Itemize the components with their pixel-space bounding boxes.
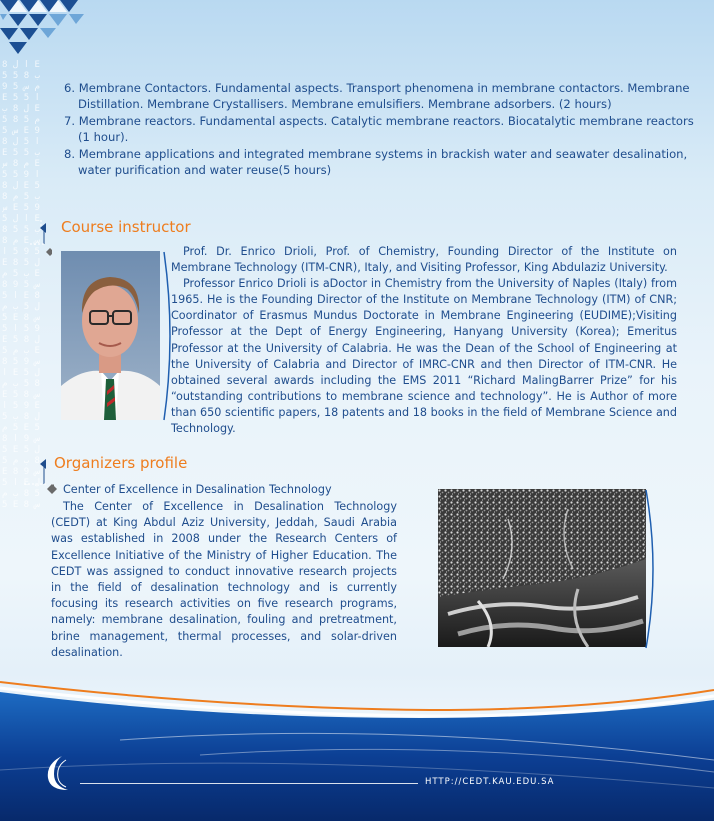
topic-item: 8. Membrane applications and integrated membrane systems in brackish water and seawater desalination, water purification and water reuse(5 hours) xyxy=(64,146,688,178)
topic-item: 7. Membrane reactors. Fundamental aspects. Catalytic membrane reactors. Biocatalytic membrane reactors (1 hour). xyxy=(64,113,694,145)
section-bracket-icon xyxy=(30,220,52,260)
footer-website-link[interactable]: HTTP://CEDT.KAU.EDU.SA xyxy=(425,777,555,787)
footer-wave-banner xyxy=(0,660,714,821)
crescent-logo-icon xyxy=(44,754,74,794)
course-topic-list xyxy=(64,80,694,178)
bullet-diamond-icon xyxy=(47,484,57,494)
course-instructor-heading: Course instructor xyxy=(61,218,191,236)
membrane-sem-image xyxy=(438,489,646,647)
decorative-glyph-column: 8 ﺍ ﻝ E 5 5 ﺏ 8 ﻡ ﺱ 5 9 E ﺍ 5 5 ﻝ 8 ﺏ E 5 ﻡ 5 8 ﺱ 5 E 9 ﺍ 5 ﻝ 8 E 5 ﺏ 5 ﻡ 8 ﺱ E 5 5 9 ﺍ ﻝ 8 E 5 ﺏ 5 ﻡ 8 ﺱ E 5 9 5 ﺍ ﻝ E 8 5 ﺏ 5 ﻡ 8 E ﺱ 5 9 5 ﺍ E 8 ﻝ 5 ﺏ 5 ﻡ E 8 ﺱ 5 9 ﺍ 5 E 8 ﻝ 5 ﺏ ﻡ 5 E 8 ﺱ 9 5 ﺍ 5 E ﻝ 8 5 ﺏ ﻡ 5 E 8 ﺱ 9 5 ﺍ E 5 ﻝ 8 5 ﺏ ﻡ E 5 8 ﺱ 9 5 ﺍ E 5 ﻝ 8 ﺏ 5 ﻡ E 5 8 ﺱ 9 ﺍ 5 E ﻝ 5 8 ﺏ ﻡ 5 E 8 ﺱ 9 ﺍ 5 E ﻝ 5 8 ﺏ ﻡ 5 E 8 ﺱ xyxy=(2,60,40,510)
instructor-intro: Prof. Dr. Enrico Drioli, Prof. of Chemistry, Founding Director of the Institute on Membrane Technology (ITM-CNR), Italy, and Visiting Professor, King Abdulaziz University. xyxy=(171,245,677,275)
instructor-biography: Professor Enrico Drioli is aDoctor in Chemistry from the University of Naples (Italy) from 1965. He is the Founding Director of the Institute on Membrane Technology (ITM) of CNR; Coordinator of Erasmus Mundus Doctorate in Membrane Engineering (EUDIME);Visiting Professor at the Dept of Energy Engineering, Hanyang University (Korea); Emeritus Professor at the University of Calabria. He was the Dean of the School of Engineering at the University of Calabria and Director of IMRC-CNR and then Director of ITM-CNR. He obtained several awards including the EMS 2011 “Richard MalingBarrer Prize” for his “outstanding contributions to membrane science and technology”. He is Author of more than 650 scientific papers, 18 patents and 18 books in the field of Membrane Science and Technology. xyxy=(171,277,677,436)
instructor-photo xyxy=(61,251,160,420)
organizer-description: The Center of Excellence in Desalination Technology (CEDT) at King Abdul Aziz University, Jeddah, Saudi Arabia was established in 2008 under the Research Centers of Excellence Initiative of the Ministry of Higher Education. The CEDT was assigned to conduct innovative research projects in the field of desalination technology and is currently focusing its research activities on five research programs, namely: membrane desalination, fouling and pretreatment, brine management, thermal processes, and solar-driven desalination. xyxy=(51,500,397,659)
instructor-bio xyxy=(171,244,677,437)
topic-item: 6. Membrane Contactors. Fundamental aspects. Transport phenomena in membrane contactors. Membrane Distillation. Membrane Crystallisers. Membrane emulsifiers. Membrane adsorbers. (2 hours) xyxy=(64,81,690,112)
organizer-name: Center of Excellence in Desalination Technology xyxy=(63,483,332,496)
blue-arc-decoration xyxy=(644,488,658,650)
footer-divider-line xyxy=(80,783,418,784)
corner-triangle-pattern xyxy=(0,0,90,56)
organizers-heading: Organizers profile xyxy=(54,454,188,472)
